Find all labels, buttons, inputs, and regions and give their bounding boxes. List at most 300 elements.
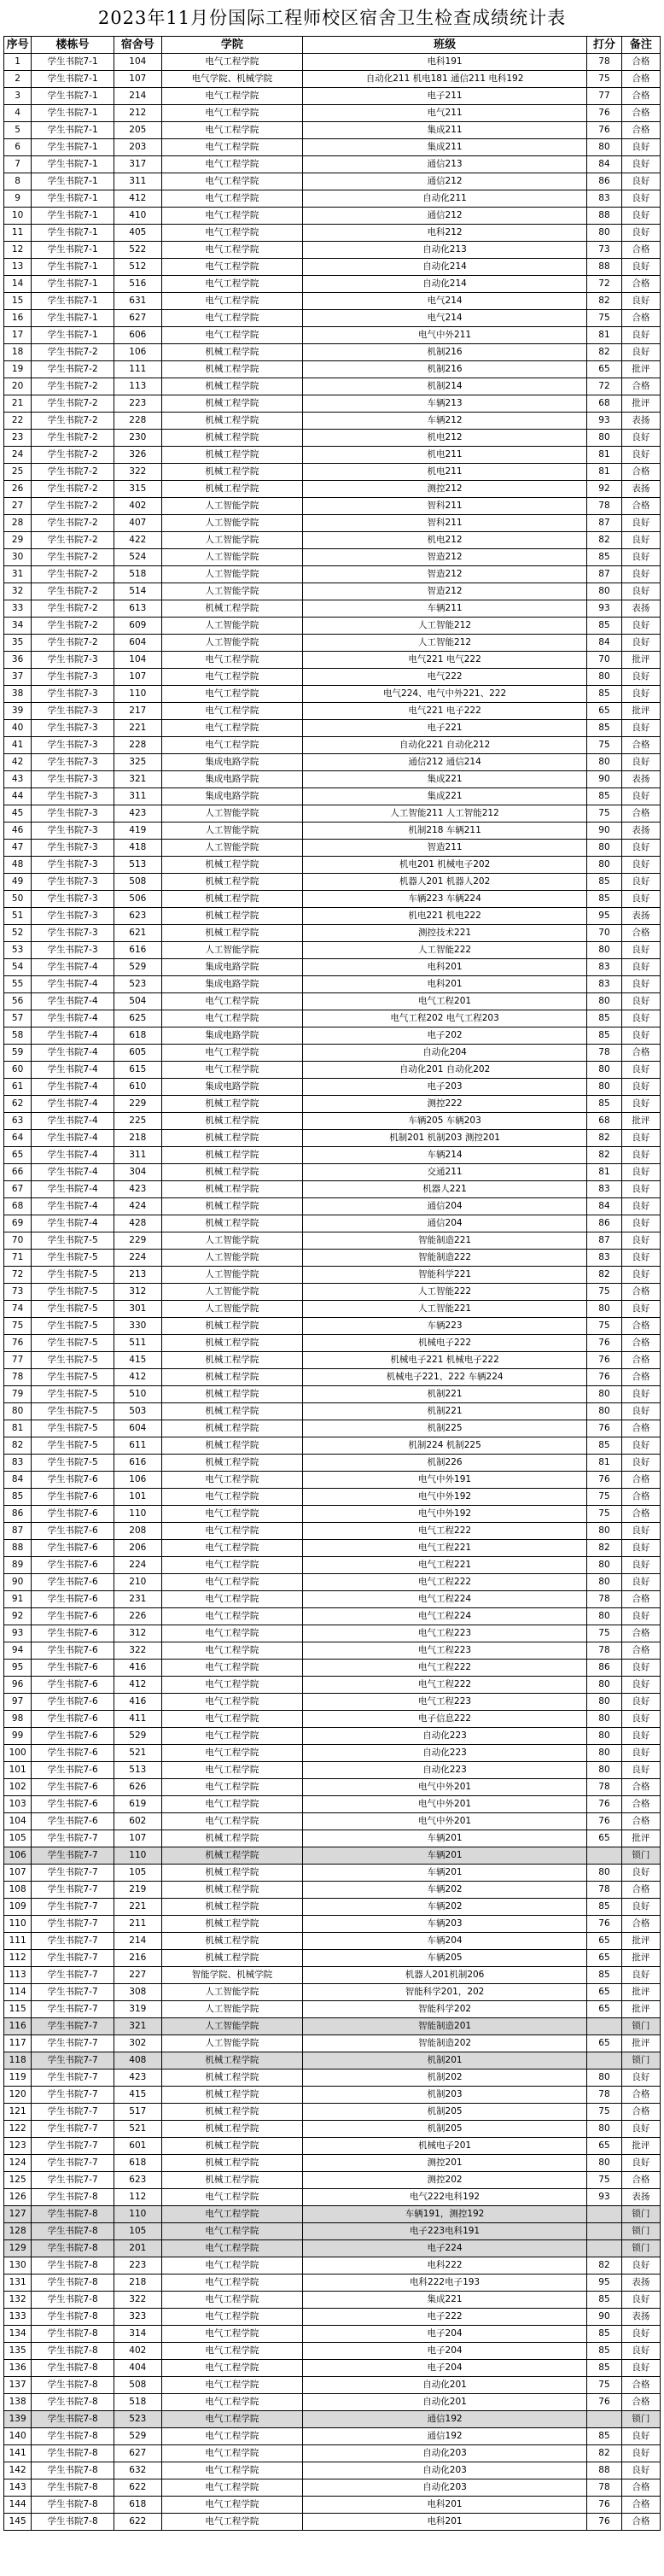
row-remark: 合格 — [621, 1642, 660, 1660]
row-college: 机械工程学院 — [161, 378, 302, 395]
row-class: 自动化213 — [303, 242, 587, 259]
row-class: 人工智能212 — [303, 618, 587, 635]
row-college: 电气工程学院 — [161, 88, 302, 105]
row-remark: 锁门 — [621, 1847, 660, 1865]
table-row — [4, 2274, 661, 2292]
row-score: 88 — [587, 259, 622, 276]
row-college: 机械工程学院 — [161, 2172, 302, 2189]
row-college: 人工智能学院 — [161, 583, 302, 600]
table-row — [4, 1694, 661, 1711]
row-score: 85 — [587, 2292, 622, 2309]
row-remark: 合格 — [621, 498, 660, 515]
table-row — [4, 1079, 661, 1096]
table-row — [4, 1352, 661, 1369]
row-index: 118 — [4, 2052, 32, 2070]
row-room: 513 — [114, 1762, 161, 1779]
row-room: 330 — [114, 1318, 161, 1335]
row-college: 机械工程学院 — [161, 1386, 302, 1403]
row-class: 机械电子221 机械电子222 — [303, 1352, 587, 1369]
table-row — [4, 1677, 661, 1694]
row-class: 自动化223 — [303, 1745, 587, 1762]
row-class: 车辆223 — [303, 1318, 587, 1335]
row-remark: 良好 — [621, 720, 660, 737]
row-room: 618 — [114, 1027, 161, 1045]
table-row — [4, 1523, 661, 1540]
row-class: 车辆223 车辆224 — [303, 891, 587, 908]
row-building: 学生书院7-4 — [32, 976, 114, 993]
row-building: 学生书院7-7 — [32, 1950, 114, 1967]
row-index: 111 — [4, 1933, 32, 1950]
table-row — [4, 1250, 661, 1267]
row-index: 18 — [4, 344, 32, 361]
row-room: 503 — [114, 1403, 161, 1420]
row-building: 学生书院7-8 — [32, 2445, 114, 2462]
row-index: 49 — [4, 874, 32, 891]
row-index: 128 — [4, 2223, 32, 2240]
row-room: 208 — [114, 1523, 161, 1540]
row-room: 221 — [114, 720, 161, 737]
row-room: 104 — [114, 652, 161, 669]
table-row — [4, 1865, 661, 1882]
row-room: 213 — [114, 1267, 161, 1284]
header-score: 打分 — [587, 37, 622, 54]
row-room: 111 — [114, 361, 161, 378]
row-building: 学生书院7-5 — [32, 1455, 114, 1472]
row-class: 机电212 — [303, 430, 587, 447]
row-college: 电气工程学院 — [161, 1642, 302, 1660]
row-class: 智能制造221 — [303, 1232, 587, 1250]
table-row — [4, 754, 661, 771]
row-room: 627 — [114, 310, 161, 327]
row-college: 集成电路学院 — [161, 754, 302, 771]
row-class: 机械电子222 — [303, 1335, 587, 1352]
row-class: 电气工程224 — [303, 1608, 587, 1625]
row-score: 80 — [587, 1079, 622, 1096]
row-building: 学生书院7-7 — [32, 1899, 114, 1916]
row-score: 75 — [587, 737, 622, 754]
row-college: 机械工程学院 — [161, 1369, 302, 1386]
row-college: 机械工程学院 — [161, 1096, 302, 1113]
header-index: 序号 — [4, 37, 32, 54]
row-building: 学生书院7-1 — [32, 310, 114, 327]
row-class: 电气工程224 — [303, 1591, 587, 1608]
table-row — [4, 1472, 661, 1489]
row-index: 93 — [4, 1625, 32, 1642]
row-remark: 合格 — [621, 122, 660, 139]
row-index: 120 — [4, 2087, 32, 2104]
row-index: 2 — [4, 71, 32, 88]
row-building: 学生书院7-8 — [32, 2274, 114, 2292]
row-college: 电气工程学院 — [161, 2189, 302, 2206]
table-row — [4, 1062, 661, 1079]
row-remark: 良好 — [621, 1523, 660, 1540]
table-row — [4, 2377, 661, 2394]
row-college: 机械工程学院 — [161, 1130, 302, 1147]
row-index: 76 — [4, 1335, 32, 1352]
table-row — [4, 190, 661, 208]
row-college: 电气工程学院 — [161, 1045, 302, 1062]
row-class: 机械电子221、222 车辆224 — [303, 1369, 587, 1386]
row-score: 65 — [587, 1830, 622, 1847]
table-row — [4, 105, 661, 122]
table-row — [4, 1608, 661, 1625]
row-building: 学生书院7-5 — [32, 1437, 114, 1455]
row-remark: 合格 — [621, 1489, 660, 1506]
row-room: 508 — [114, 874, 161, 891]
row-index: 88 — [4, 1540, 32, 1557]
row-building: 学生书院7-7 — [32, 2104, 114, 2121]
row-class: 机制202 — [303, 2070, 587, 2087]
row-college: 电气工程学院 — [161, 1574, 302, 1591]
table-row — [4, 293, 661, 310]
row-index: 135 — [4, 2343, 32, 2360]
row-score: 82 — [587, 293, 622, 310]
row-remark: 批评 — [621, 652, 660, 669]
table-row — [4, 1045, 661, 1062]
row-remark: 良好 — [621, 635, 660, 652]
row-building: 学生书院7-2 — [32, 566, 114, 583]
row-room: 312 — [114, 1625, 161, 1642]
row-score: 85 — [587, 1096, 622, 1113]
row-remark: 良好 — [621, 1865, 660, 1882]
row-index: 50 — [4, 891, 32, 908]
row-building: 学生书院7-7 — [32, 2070, 114, 2087]
row-remark: 良好 — [621, 1455, 660, 1472]
row-remark: 良好 — [621, 225, 660, 242]
row-index: 22 — [4, 413, 32, 430]
table-row — [4, 327, 661, 344]
row-score: 76 — [587, 1813, 622, 1830]
row-remark: 合格 — [621, 1284, 660, 1301]
row-building: 学生书院7-4 — [32, 959, 114, 976]
row-class: 自动化223 — [303, 1728, 587, 1745]
row-index: 33 — [4, 600, 32, 618]
row-index: 123 — [4, 2138, 32, 2155]
row-room: 311 — [114, 1147, 161, 1164]
row-building: 学生书院7-3 — [32, 805, 114, 823]
table-row — [4, 139, 661, 156]
row-college: 机械工程学院 — [161, 413, 302, 430]
row-score: 80 — [587, 1608, 622, 1625]
row-index: 65 — [4, 1147, 32, 1164]
row-score: 72 — [587, 276, 622, 293]
row-college: 机械工程学院 — [161, 1147, 302, 1164]
row-remark: 表扬 — [621, 2189, 660, 2206]
row-class: 电科201 — [303, 2497, 587, 2514]
row-remark: 表扬 — [621, 908, 660, 925]
row-room: 522 — [114, 242, 161, 259]
row-building: 学生书院7-7 — [32, 1865, 114, 1882]
row-building: 学生书院7-5 — [32, 1386, 114, 1403]
row-building: 学生书院7-1 — [32, 156, 114, 173]
row-remark: 合格 — [621, 2479, 660, 2497]
row-room: 211 — [114, 1916, 161, 1933]
row-class: 电气工程201 — [303, 993, 587, 1010]
row-index: 126 — [4, 2189, 32, 2206]
row-class: 测控202 — [303, 2172, 587, 2189]
table-row — [4, 2257, 661, 2274]
row-index: 42 — [4, 754, 32, 771]
row-score: 85 — [587, 1027, 622, 1045]
row-score: 85 — [587, 2326, 622, 2343]
row-room: 518 — [114, 566, 161, 583]
row-room: 319 — [114, 2001, 161, 2018]
row-class: 机制205 — [303, 2121, 587, 2138]
row-college: 电气工程学院 — [161, 2292, 302, 2309]
row-score: 75 — [587, 1625, 622, 1642]
row-college: 机械工程学院 — [161, 857, 302, 874]
row-index: 122 — [4, 2121, 32, 2138]
row-class: 测控222 — [303, 1096, 587, 1113]
row-score — [587, 1847, 622, 1865]
row-college: 集成电路学院 — [161, 976, 302, 993]
row-class: 测控212 — [303, 481, 587, 498]
row-remark: 良好 — [621, 259, 660, 276]
table-row — [4, 771, 661, 788]
row-remark: 合格 — [621, 1420, 660, 1437]
row-class: 机制221 — [303, 1403, 587, 1420]
row-building: 学生书院7-7 — [32, 2121, 114, 2138]
row-index: 71 — [4, 1250, 32, 1267]
row-building: 学生书院7-8 — [32, 2343, 114, 2360]
row-college: 电气工程学院 — [161, 2274, 302, 2292]
row-building: 学生书院7-3 — [32, 720, 114, 737]
row-index: 52 — [4, 925, 32, 942]
table-row — [4, 2035, 661, 2052]
row-room: 402 — [114, 498, 161, 515]
table-row — [4, 1745, 661, 1762]
row-college: 电气工程学院 — [161, 1745, 302, 1762]
row-college: 人工智能学院 — [161, 823, 302, 840]
row-room: 416 — [114, 1660, 161, 1677]
row-remark: 批评 — [621, 1830, 660, 1847]
row-score: 87 — [587, 1232, 622, 1250]
row-room: 606 — [114, 327, 161, 344]
row-room: 410 — [114, 208, 161, 225]
row-class: 通信212 — [303, 173, 587, 190]
row-score: 80 — [587, 2155, 622, 2172]
table-row — [4, 874, 661, 891]
row-class: 电气工程221 — [303, 1540, 587, 1557]
row-room: 219 — [114, 1882, 161, 1899]
row-remark: 良好 — [621, 2070, 660, 2087]
row-index: 106 — [4, 1847, 32, 1865]
row-class: 自动化214 — [303, 259, 587, 276]
table-row — [4, 1232, 661, 1250]
row-class: 机电201 机械电子202 — [303, 857, 587, 874]
row-index: 105 — [4, 1830, 32, 1847]
row-class: 车辆213 — [303, 395, 587, 413]
row-index: 131 — [4, 2274, 32, 2292]
table-row — [4, 908, 661, 925]
row-college: 电气工程学院 — [161, 1796, 302, 1813]
row-score: 75 — [587, 71, 622, 88]
table-row — [4, 993, 661, 1010]
row-class: 机制226 — [303, 1455, 587, 1472]
row-class: 智能科学201，202 — [303, 1984, 587, 2001]
row-building: 学生书院7-2 — [32, 532, 114, 549]
row-index: 3 — [4, 88, 32, 105]
row-index: 4 — [4, 105, 32, 122]
row-remark: 良好 — [621, 447, 660, 464]
row-score: 80 — [587, 1762, 622, 1779]
row-index: 59 — [4, 1045, 32, 1062]
table-row — [4, 1506, 661, 1523]
row-remark: 合格 — [621, 464, 660, 481]
row-room: 615 — [114, 1062, 161, 1079]
row-index: 108 — [4, 1882, 32, 1899]
table-row — [4, 703, 661, 720]
row-index: 44 — [4, 788, 32, 805]
row-building: 学生书院7-2 — [32, 464, 114, 481]
row-score: 85 — [587, 2360, 622, 2377]
row-college: 机械工程学院 — [161, 1352, 302, 1369]
row-class: 机制214 — [303, 378, 587, 395]
table-row — [4, 840, 661, 857]
row-building: 学生书院7-7 — [32, 2052, 114, 2070]
table-row — [4, 2172, 661, 2189]
row-building: 学生书院7-2 — [32, 361, 114, 378]
row-score: 76 — [587, 122, 622, 139]
row-remark: 批评 — [621, 2035, 660, 2052]
row-room: 105 — [114, 1865, 161, 1882]
table-row — [4, 1847, 661, 1865]
row-score: 75 — [587, 1506, 622, 1523]
row-college: 电气工程学院 — [161, 1506, 302, 1523]
table-row — [4, 566, 661, 583]
row-remark: 合格 — [621, 1779, 660, 1796]
row-college: 电气工程学院 — [161, 652, 302, 669]
row-college: 机械工程学院 — [161, 1830, 302, 1847]
row-score: 75 — [587, 805, 622, 823]
table-row — [4, 925, 661, 942]
table-row — [4, 2087, 661, 2104]
table-row — [4, 1318, 661, 1335]
row-room: 513 — [114, 857, 161, 874]
row-class: 电气中外201 — [303, 1796, 587, 1813]
row-college: 电气工程学院 — [161, 1540, 302, 1557]
row-index: 91 — [4, 1591, 32, 1608]
row-college: 集成电路学院 — [161, 788, 302, 805]
row-building: 学生书院7-6 — [32, 1574, 114, 1591]
row-room: 623 — [114, 908, 161, 925]
row-index: 55 — [4, 976, 32, 993]
row-class: 集成221 — [303, 2292, 587, 2309]
header-room: 宿舍号 — [114, 37, 161, 54]
row-remark: 锁门 — [621, 2206, 660, 2223]
table-row — [4, 1027, 661, 1045]
row-class: 智能制造201 — [303, 2018, 587, 2035]
table-row — [4, 1403, 661, 1420]
row-remark: 良好 — [621, 1574, 660, 1591]
row-building: 学生书院7-8 — [32, 2206, 114, 2223]
row-room: 302 — [114, 2035, 161, 2052]
row-remark: 合格 — [621, 737, 660, 754]
row-index: 79 — [4, 1386, 32, 1403]
row-index: 7 — [4, 156, 32, 173]
row-remark: 良好 — [621, 156, 660, 173]
row-score: 78 — [587, 54, 622, 71]
row-college: 机械工程学院 — [161, 447, 302, 464]
row-class: 集成211 — [303, 122, 587, 139]
row-remark: 良好 — [621, 1728, 660, 1745]
row-building: 学生书院7-8 — [32, 2377, 114, 2394]
row-index: 48 — [4, 857, 32, 874]
row-room: 231 — [114, 1591, 161, 1608]
row-building: 学生书院7-6 — [32, 1557, 114, 1574]
row-class: 车辆205 车辆203 — [303, 1113, 587, 1130]
row-score: 85 — [587, 2343, 622, 2360]
row-building: 学生书院7-8 — [32, 2479, 114, 2497]
row-room: 529 — [114, 2428, 161, 2445]
row-score: 92 — [587, 481, 622, 498]
row-class: 机制203 — [303, 2087, 587, 2104]
row-building: 学生书院7-3 — [32, 788, 114, 805]
table-row — [4, 430, 661, 447]
row-score: 80 — [587, 1062, 622, 1079]
row-index: 96 — [4, 1677, 32, 1694]
row-room: 523 — [114, 976, 161, 993]
table-row — [4, 2206, 661, 2223]
row-index: 144 — [4, 2497, 32, 2514]
row-building: 学生书院7-8 — [32, 2309, 114, 2326]
row-room: 224 — [114, 1557, 161, 1574]
row-score: 86 — [587, 173, 622, 190]
row-room: 308 — [114, 1984, 161, 2001]
row-room: 616 — [114, 1455, 161, 1472]
row-score: 78 — [587, 1779, 622, 1796]
row-building: 学生书院7-8 — [32, 2394, 114, 2411]
row-remark: 良好 — [621, 1540, 660, 1557]
row-building: 学生书院7-7 — [32, 2172, 114, 2189]
table-row — [4, 2514, 661, 2531]
row-room: 229 — [114, 1232, 161, 1250]
row-index: 35 — [4, 635, 32, 652]
row-class: 电子202 — [303, 1027, 587, 1045]
row-index: 119 — [4, 2070, 32, 2087]
row-college: 电气工程学院 — [161, 293, 302, 310]
row-score: 80 — [587, 754, 622, 771]
row-remark: 合格 — [621, 1369, 660, 1386]
row-remark: 良好 — [621, 618, 660, 635]
row-remark: 良好 — [621, 1147, 660, 1164]
row-score: 82 — [587, 1267, 622, 1284]
table-row — [4, 2326, 661, 2343]
row-class: 智能制造202 — [303, 2035, 587, 2052]
row-index: 84 — [4, 1472, 32, 1489]
row-class: 机制224 机制225 — [303, 1437, 587, 1455]
row-score: 75 — [587, 2104, 622, 2121]
row-class: 电气中外211 — [303, 327, 587, 344]
row-index: 125 — [4, 2172, 32, 2189]
row-college: 电气工程学院 — [161, 1728, 302, 1745]
row-room: 105 — [114, 2223, 161, 2240]
row-score: 72 — [587, 378, 622, 395]
row-college: 机械工程学院 — [161, 395, 302, 413]
row-index: 69 — [4, 1215, 32, 1232]
row-building: 学生书院7-2 — [32, 583, 114, 600]
row-room: 604 — [114, 635, 161, 652]
row-class: 电气工程222 — [303, 1677, 587, 1694]
row-score — [587, 2223, 622, 2240]
row-class: 机器人221 — [303, 1181, 587, 1198]
row-building: 学生书院7-5 — [32, 1335, 114, 1352]
table-row — [4, 310, 661, 327]
table-row — [4, 1181, 661, 1198]
row-index: 95 — [4, 1660, 32, 1677]
table-row — [4, 618, 661, 635]
row-index: 139 — [4, 2411, 32, 2428]
